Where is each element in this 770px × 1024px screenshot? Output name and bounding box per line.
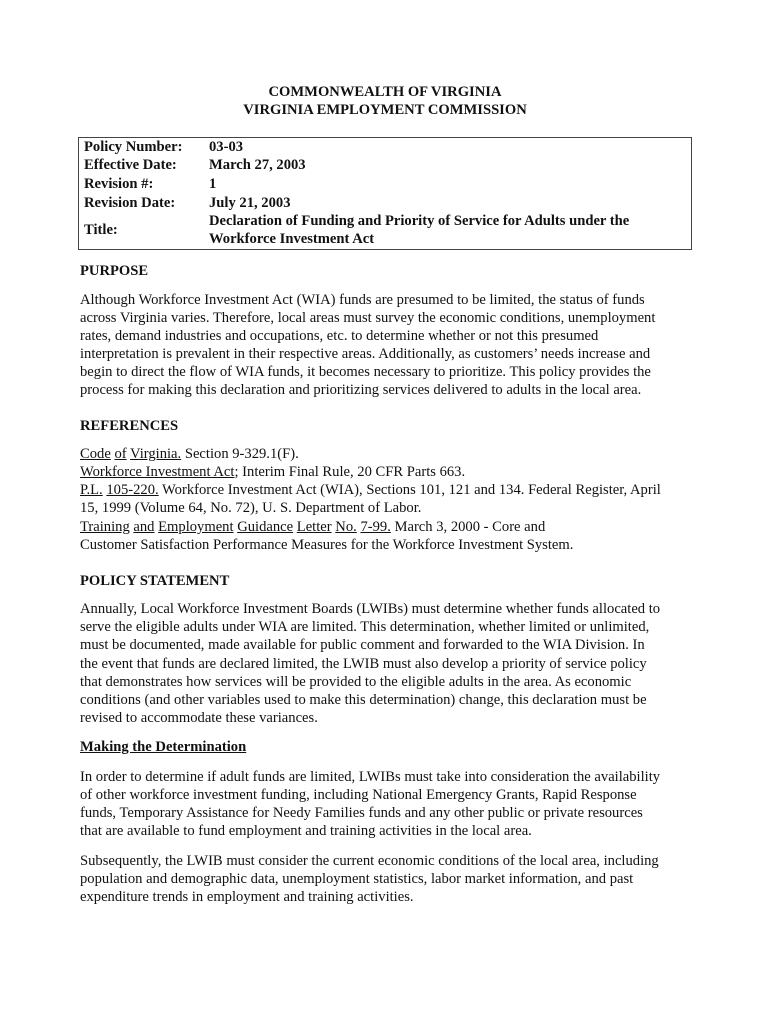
ref-link: of xyxy=(114,446,127,462)
purpose-line: process for making this declaration and prioritizing services delivered to adults in the local area. xyxy=(80,382,642,398)
purpose-line: interpretation is prevalent in their respective areas. Additionally, as customers’ needs increase and xyxy=(80,346,651,362)
ref-link: Virginia. xyxy=(130,446,182,462)
purpose-line: across Virginia varies. Therefore, local areas must survey the economic conditions, unemployment xyxy=(80,310,656,326)
purpose-line: rates, demand industries and occupations, etc. to determine whether or not this presumed xyxy=(80,328,599,344)
policy-number-label: Policy Number: xyxy=(84,139,183,155)
policy-number: 03-03 xyxy=(209,139,244,155)
purpose-line: begin to direct the flow of WIA funds, it becomes necessary to prioritize. This policy provides the xyxy=(80,364,651,380)
determination-line: In order to determine if adult funds are limited, LWIBs must take into consideration the availability xyxy=(80,769,661,785)
ref-link: Letter xyxy=(296,519,332,535)
ref-link: Workforce Investment Act xyxy=(80,464,235,480)
effective-date-label: Effective Date: xyxy=(84,157,177,173)
reference-wia xyxy=(80,464,465,481)
determination-heading xyxy=(80,739,246,756)
purpose-line: Although Workforce Investment Act (WIA) funds are presumed to be limited, the status of funds xyxy=(80,292,645,308)
policy-line: the event that funds are declared limited, the LWIB must also develop a priority of service policy xyxy=(80,656,647,672)
determination-line: expenditure trends in employment and training activities. xyxy=(80,889,414,905)
ref-link: Training xyxy=(80,519,130,535)
reference-tegl-7-99-cont: Customer Satisfaction Performance Measures for the Workforce Investment System. xyxy=(80,537,574,553)
revision-date-label: Revision Date: xyxy=(84,195,176,211)
references-heading: REFERENCES xyxy=(80,418,179,434)
determination-line: Subsequently, the LWIB must consider the current economic conditions of the local area, including xyxy=(80,853,659,869)
determination-line: funds, Temporary Assistance for Needy Families funds and any other public or private resources xyxy=(80,805,643,821)
ref-text: ; Interim Final Rule, 20 CFR Parts 663. xyxy=(234,464,466,480)
determination-line: that are available to fund employment and training activities in the local area. xyxy=(80,823,532,839)
revision-label: Revision #: xyxy=(84,176,154,192)
ref-link: Code xyxy=(80,446,111,462)
header-line-2: VIRGINIA EMPLOYMENT COMMISSION xyxy=(243,102,527,118)
ref-link: No. xyxy=(335,519,357,535)
title-line-1: Declaration of Funding and Priority of Service for Adults under the xyxy=(209,213,630,229)
policy-line: conditions (and other variables used to make this determination) change, this declaration must be xyxy=(80,692,647,708)
title-label: Title: xyxy=(84,222,118,238)
ref-link: and xyxy=(133,519,155,535)
policy-line: that demonstrates how services will be provided to the eligible adults in the area. As economic xyxy=(80,674,632,690)
ref-link: 7-99. xyxy=(360,519,391,535)
policy-line: revised to accommodate these variances. xyxy=(80,710,318,726)
ref-text: March 3, 2000 - Core and xyxy=(390,519,546,535)
purpose-heading: PURPOSE xyxy=(80,263,149,279)
reference-code-of-virginia xyxy=(80,446,299,463)
policy-statement-heading: POLICY STATEMENT xyxy=(80,573,230,589)
ref-link: 105-220. xyxy=(106,482,159,498)
ref-link: P.L. xyxy=(80,482,103,498)
policy-line: must be documented, made available for public comment and forwarded to the WIA Division. In xyxy=(80,637,645,653)
determination-heading-text: Making the Determination xyxy=(80,739,247,755)
header-line-1: COMMONWEALTH OF VIRGINIA xyxy=(268,84,502,100)
revision-date: July 21, 2003 xyxy=(209,195,291,211)
determination-line: of other workforce investment funding, including National Emergency Grants, Rapid Response xyxy=(80,787,637,803)
ref-link: Employment xyxy=(158,519,234,535)
effective-date: March 27, 2003 xyxy=(209,157,306,173)
reference-pl-105-220 xyxy=(80,482,661,499)
reference-pl-105-220-cont: 15, 1999 (Volume 64, No. 72), U. S. Department of Labor. xyxy=(80,500,422,516)
ref-link: Guidance xyxy=(237,519,294,535)
determination-line: population and demographic data, unemployment statistics, labor market information, and past xyxy=(80,871,634,887)
ref-text: Section 9-329.1(F). xyxy=(181,446,299,462)
reference-tegl-7-99 xyxy=(80,519,545,536)
policy-line: serve the eligible adults under WIA are limited. This determination, whether limited or unlimited, xyxy=(80,619,650,635)
policy-line: Annually, Local Workforce Investment Boards (LWIBs) must determine whether funds allocated to xyxy=(80,601,661,617)
ref-text: Workforce Investment Act (WIA), Sections 101, 121 and 134. Federal Register, April xyxy=(158,482,661,498)
title-line-2: Workforce Investment Act xyxy=(209,231,375,247)
revision-number: 1 xyxy=(209,176,217,192)
